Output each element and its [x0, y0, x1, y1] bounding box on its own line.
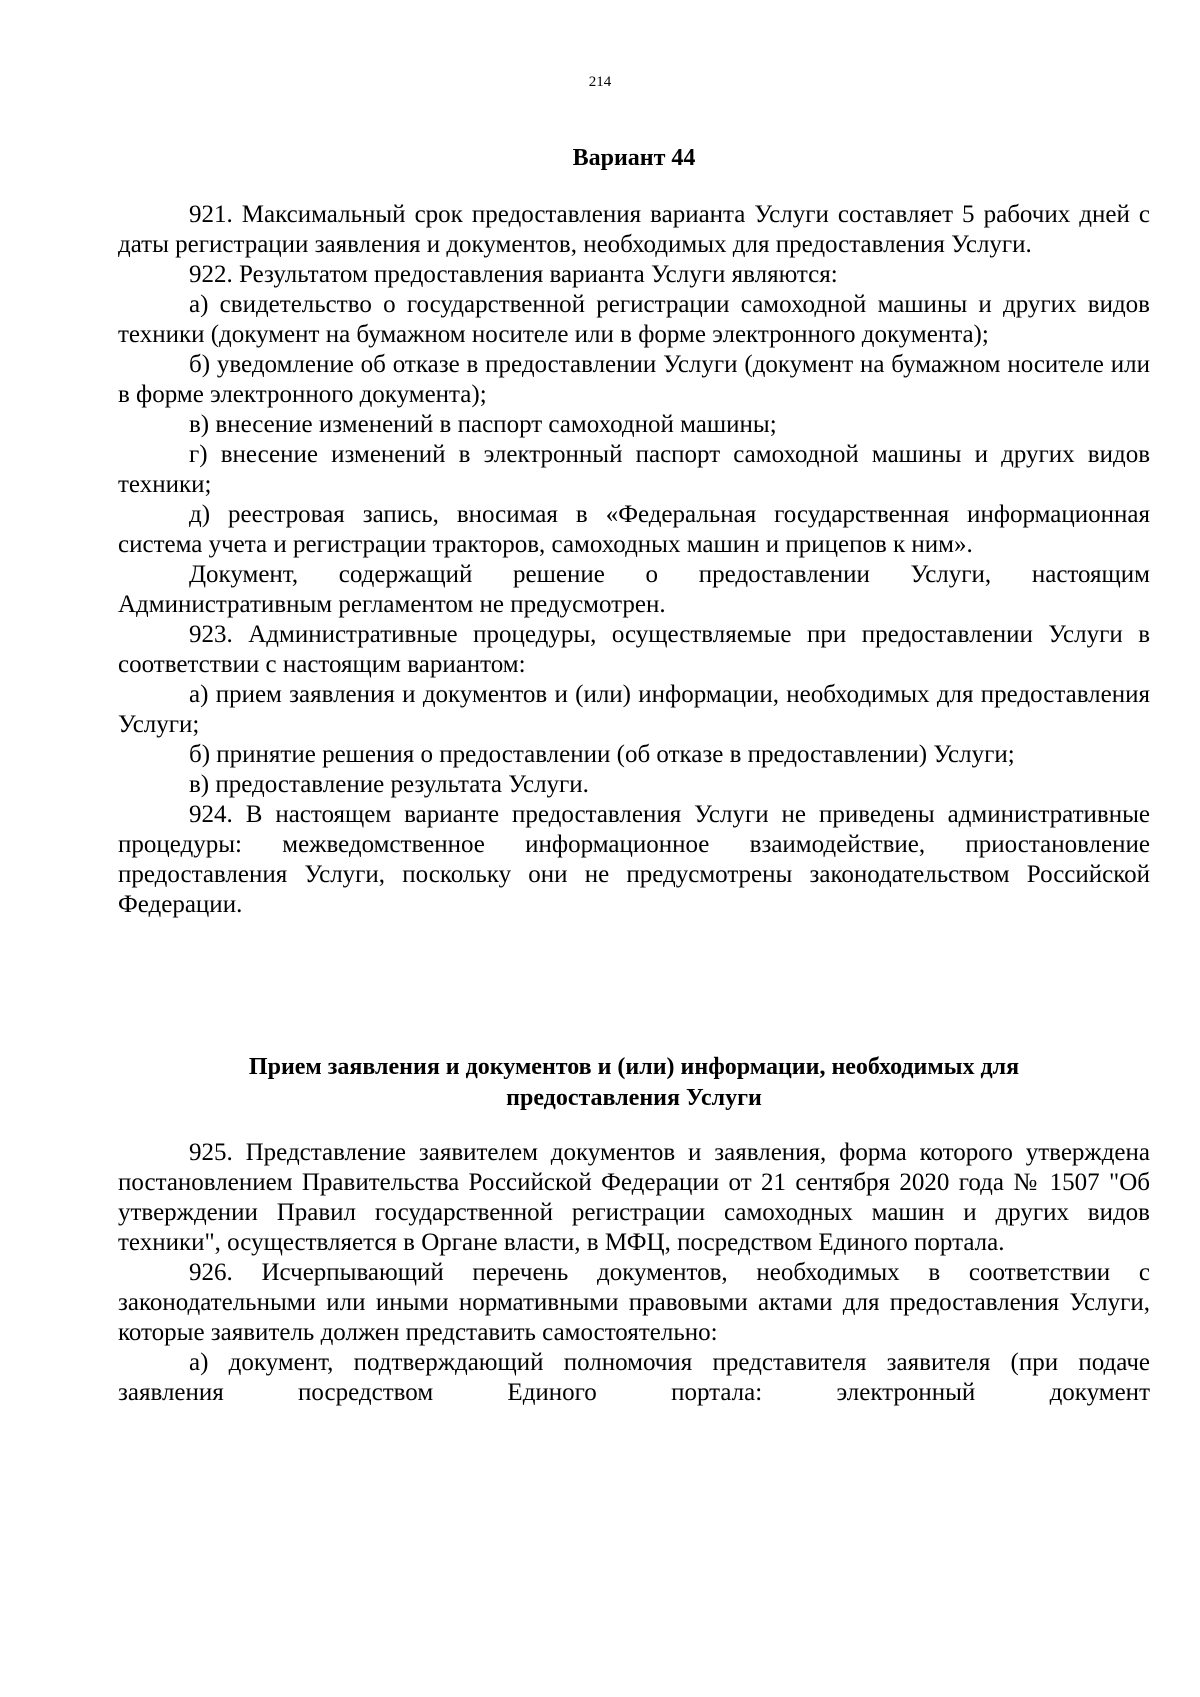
list-item-923-b: б) принятие решения о предоставлении (об отказе в предоставлении) Услуги;	[189, 741, 1015, 768]
body-top	[118, 200, 1150, 920]
paragraph-923: 923. Административные процедуры, осуществляемые при предоставлении Услуги в соответствии с настоящим вариантом:	[118, 621, 1150, 678]
list-item-922-g: г) внесение изменений в электронный паспорт самоходной машины и других видов техники;	[118, 441, 1150, 498]
section-title: Вариант 44	[572, 145, 696, 171]
body-bottom	[118, 1138, 1150, 1408]
paragraph-921: 921. Максимальный срок предоставления варианта Услуги составляет 5 рабочих дней с даты регистрации заявления и документов, необходимых для предоставления Услуги.	[118, 201, 1150, 258]
list-item-922-a: а) свидетельство о государственной регистрации самоходной машины и других видов техники (документ на бумажном носителе или в форме электронного документа);	[118, 291, 1150, 348]
list-item-922-v: в) внесение изменений в паспорт самоходной машины;	[189, 411, 777, 438]
paragraph-924: 924. В настоящем варианте предоставления Услуги не приведены административные процедуры: межведомственное информационное взаимодействие, приостановление предоставления Услуги, поскольку они не предусмотрены законодательством Российской Федерации.	[118, 801, 1150, 918]
list-item-922-d: д) реестровая запись, вносимая в «Федеральная государственная информационная система учета и регистрации тракторов, самоходных машин и прицепов к ним».	[118, 501, 1150, 558]
page-number: 214	[588, 74, 612, 90]
paragraph-925: 925. Представление заявителем документов и заявления, форма которого утверждена постановлением Правительства Российской Федерации от 21 сентября 2020 года № 1507 "Об утверждении Правил государственной регистрации самоходных машин и других видов техники", осуществляется в Органе власти, в МФЦ, посредством Единого портала.	[118, 1139, 1150, 1256]
subsection-title-line-2: предоставления Услуги	[506, 1085, 762, 1111]
list-item-922-b: б) уведомление об отказе в предоставлении Услуги (документ на бумажном носителе или в форме электронного документа);	[118, 351, 1150, 408]
subsection-title	[118, 1052, 1150, 1114]
list-item-926-a: а) документ, подтверждающий полномочия представителя заявителя (при подаче заявления посредством Единого портала: электронный документ	[118, 1349, 1150, 1406]
subsection-title-line-1: Прием заявления и документов и (или) информации, необходимых для	[248, 1054, 1020, 1080]
paragraph-922: 922. Результатом предоставления варианта Услуги являются:	[189, 261, 838, 288]
paragraph-document-note: Документ, содержащий решение о предоставлении Услуги, настоящим Административным регламентом не предусмотрен.	[118, 561, 1150, 618]
list-item-923-v: в) предоставление результата Услуги.	[189, 771, 589, 798]
list-item-923-a: а) прием заявления и документов и (или) информации, необходимых для предоставления Услуги;	[118, 681, 1150, 738]
paragraph-926: 926. Исчерпывающий перечень документов, необходимых в соответствии с законодательными или иными нормативными правовыми актами для предоставления Услуги, которые заявитель должен представить самостоятельно:	[118, 1259, 1150, 1346]
